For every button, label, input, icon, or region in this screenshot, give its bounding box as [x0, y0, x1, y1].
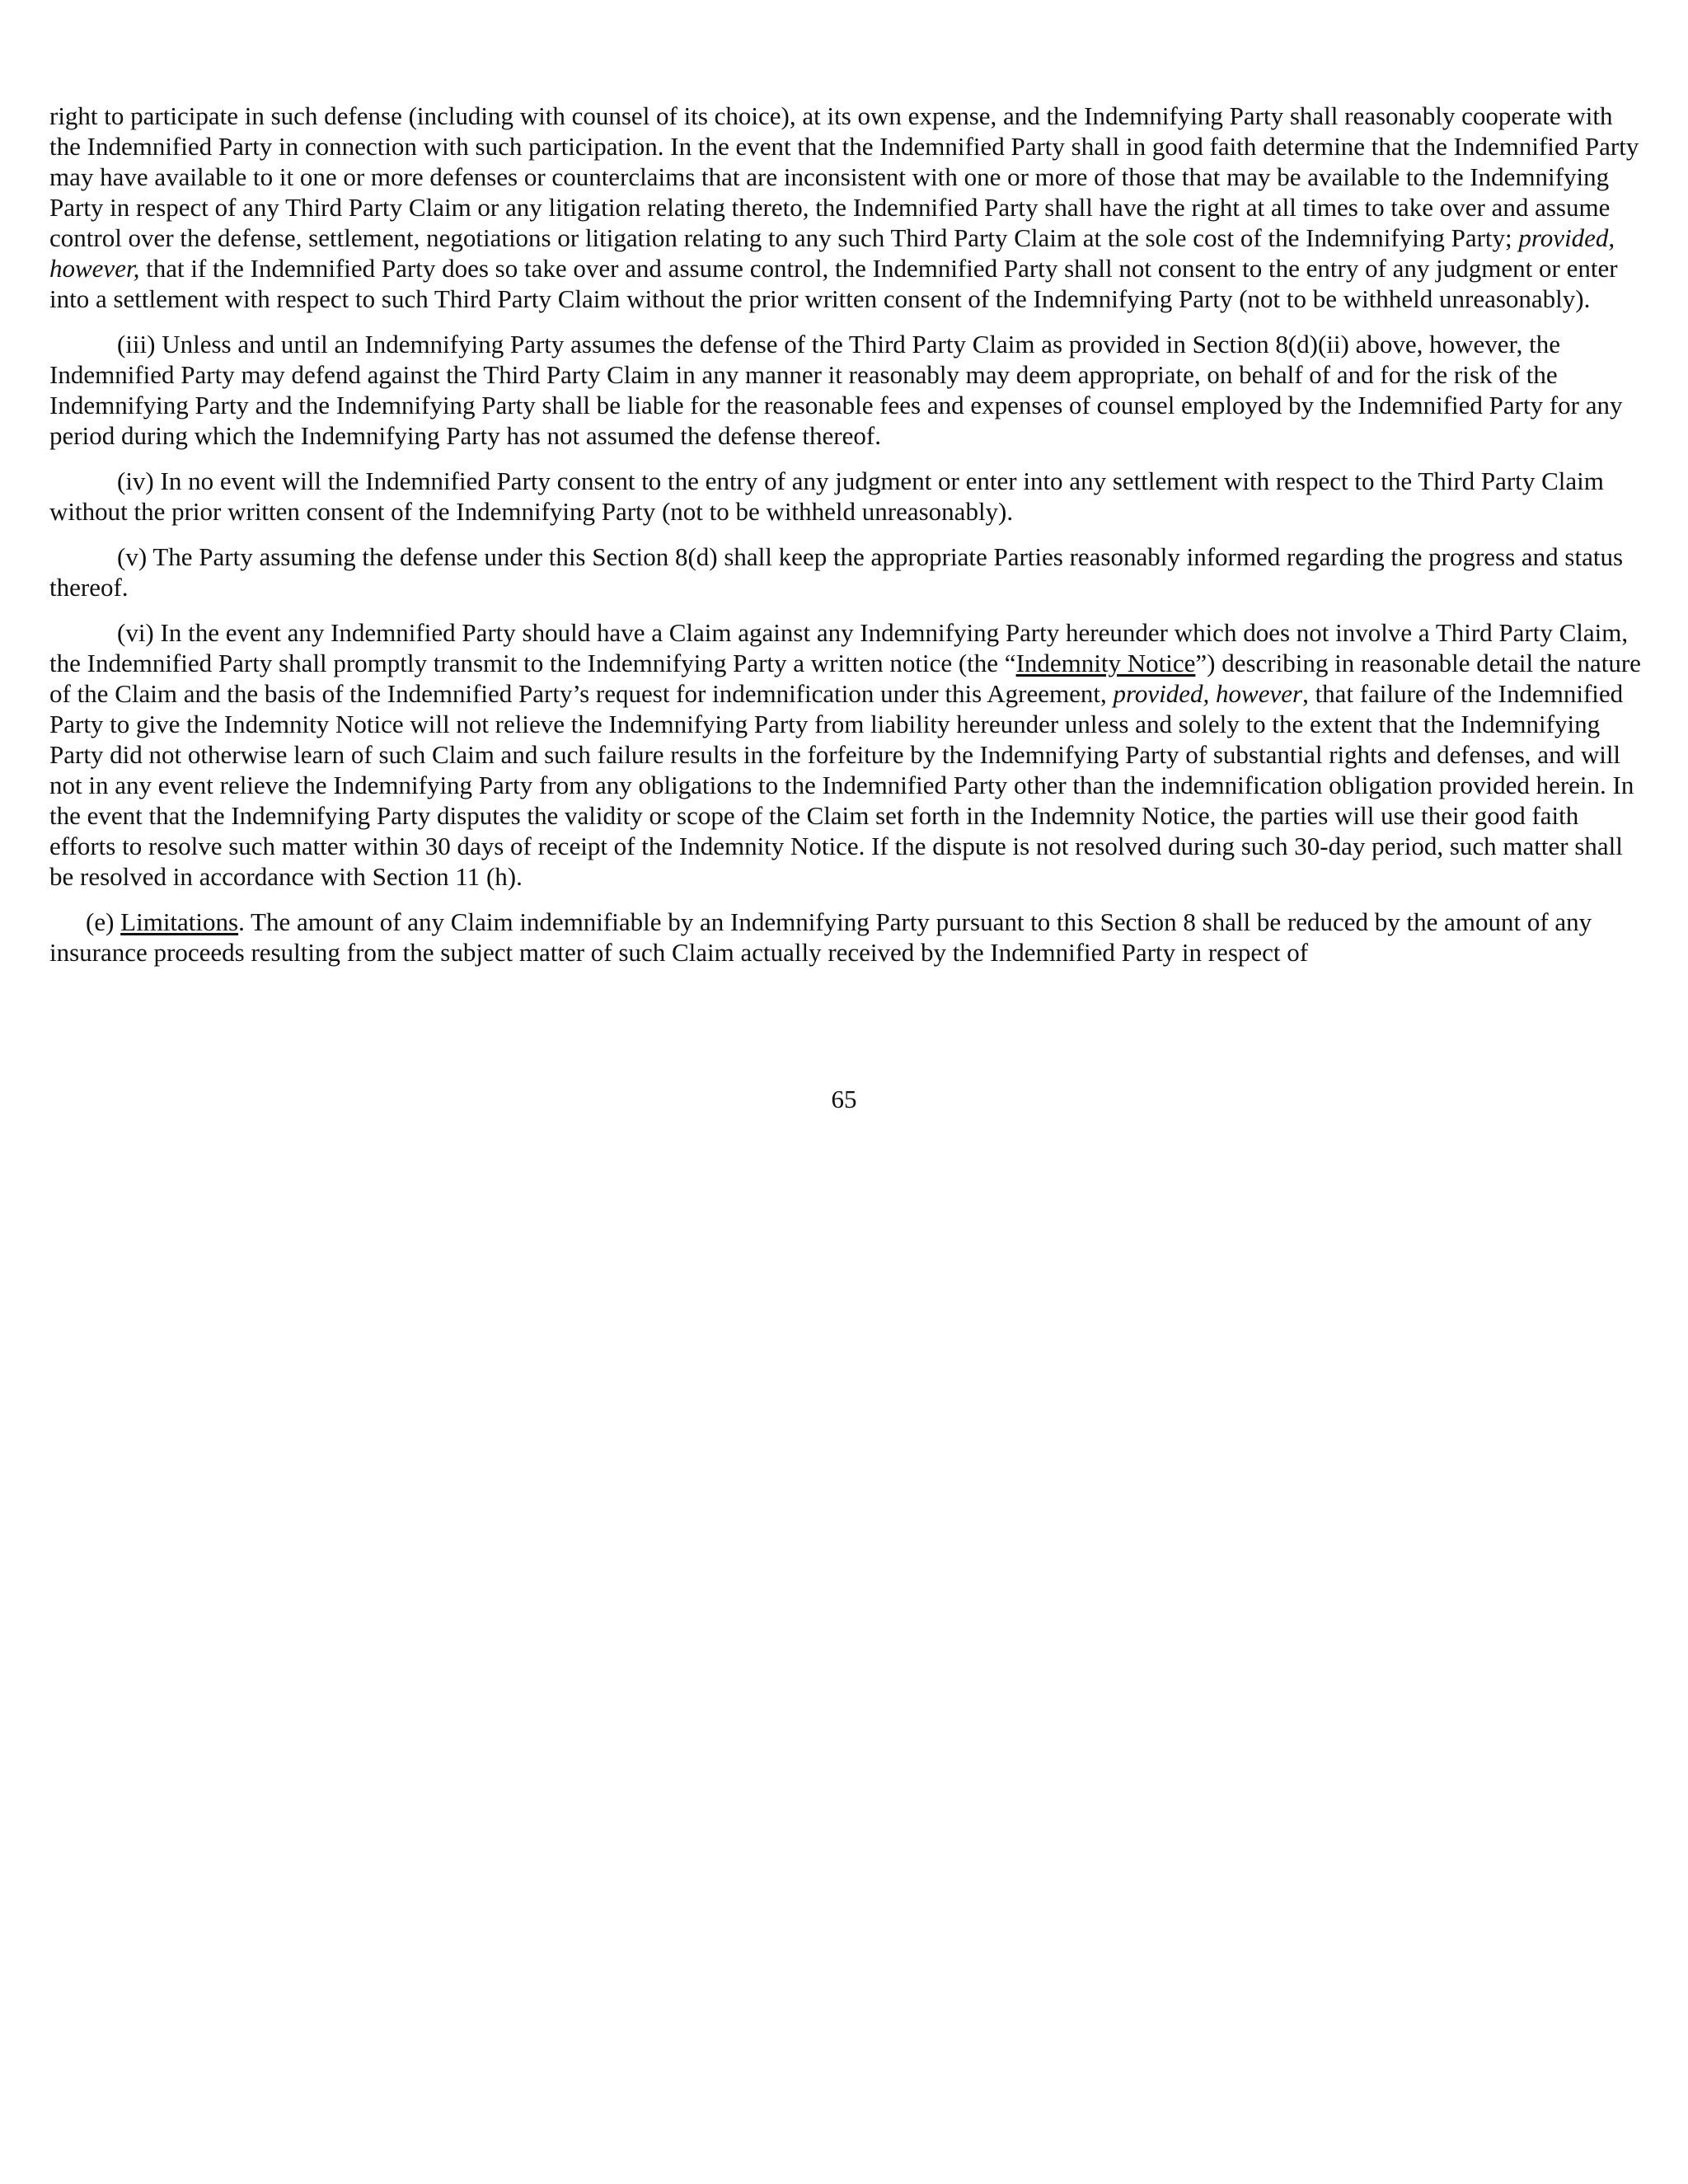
paragraph-e-limitations [49, 907, 1644, 968]
limitations-heading: Limitations [120, 907, 239, 936]
paragraph-v: (v) The Party assuming the defense under this Section 8(d) shall keep the appropriate Parties reasonably informed regarding the progress and status thereof. [49, 542, 1624, 602]
provided-however-italic: provided, however, [49, 223, 1615, 283]
paragraph-text: , that failure of the Indemnified Party to give the Indemnity Notice will not relieve the Indemnifying Party from liability hereunder unless and solely to the extent that the Indemnifying Party did not otherwise learn of such Claim and such failure results in the forfeiture by the Indemnifying Party of substantial rights and defenses, and will not in any event relieve the Indemnifying Party from any obligations to the Indemnified Party other than the indemnification obligation provided herein. In the event that the Indemnifying Party disputes the validity or scope of the Claim set forth in the Indemnity Notice, the parties will use their good faith efforts to resolve such matter within 30 days of receipt of the Indemnity Notice. If the dispute is not resolved during such 30-day period, such matter shall be resolved in accordance with Section 11 (h). [49, 679, 1634, 891]
paragraph-text: (vi) In the event any Indemnified Party should have a Claim against any Indemnifying Party hereunder which does not involve a Third Party Claim, the Indemnified Party shall promptly transmit to the Indemnifying Party a written notice (the “ [49, 618, 1629, 677]
provided-however-italic: provided, however [1113, 679, 1303, 708]
paragraph-text: right to participate in such defense (including with counsel of its choice), at its own expense, and the Indemnifying Party shall reasonably cooperate with the Indemnified Party in connection with such participation. In the event that the Indemnified Party shall in good faith determine that the Indemnified Party may have available to it one or more defenses or counterclaims that are inconsistent with one or more of those that may be available to the Indemnifying Party in respect of any Third Party Claim or any litigation relating thereto, the Indemnified Party shall have the right at all times to take over and assume control over the defense, settlement, negotiations or litigation relating to any such Third Party Claim at the sole cost of the Indemnifying Party; [49, 101, 1639, 252]
paragraph-vi [49, 617, 1644, 892]
indemnity-notice-term: Indemnity Notice [1015, 649, 1196, 677]
document-body [49, 101, 1644, 982]
page-number: 65 [831, 1085, 857, 1113]
paragraph-iii: (iii) Unless and until an Indemnifying Party assumes the defense of the Third Party Claim as provided in Section 8(d)(ii) above, however, the Indemnified Party may defend against the Third Party Claim in any manner it reasonably may deem appropriate, on behalf of and for the risk of the Indemnifying Party and the Indemnifying Party shall be liable for the reasonable fees and expenses of counsel employed by the Indemnified Party for any period during which the Indemnifying Party has not assumed the defense thereof. [49, 330, 1623, 450]
paragraph-text: ”) describing in reasonable detail the nature of the Claim and the basis of the Indemnified Party’s request for indemnification under this Agreement, [49, 649, 1641, 708]
paragraph-iv: (iv) In no event will the Indemnified Party consent to the entry of any judgment or enter into any settlement with respect to the Third Party Claim without the prior written consent of the Indemnifying Party (not to be withheld unreasonably). [49, 466, 1604, 526]
paragraph-text: that if the Indemnified Party does so take over and assume control, the Indemnified Party shall not consent to the entry of any judgment or enter into a settlement with respect to such Third Party Claim without the prior written consent of the Indemnifying Party (not to be withheld unreasonably). [49, 254, 1618, 313]
paragraph-text: . The amount of any Claim indemnifiable by an Indemnifying Party pursuant to this Section 8 shall be reduced by the amount of any insurance proceeds resulting from the subject matter of such Claim actually received by the Indemnified Party in respect of [49, 907, 1592, 967]
paragraph-text: (e) [86, 907, 121, 936]
paragraph-defense-participation [49, 101, 1644, 314]
